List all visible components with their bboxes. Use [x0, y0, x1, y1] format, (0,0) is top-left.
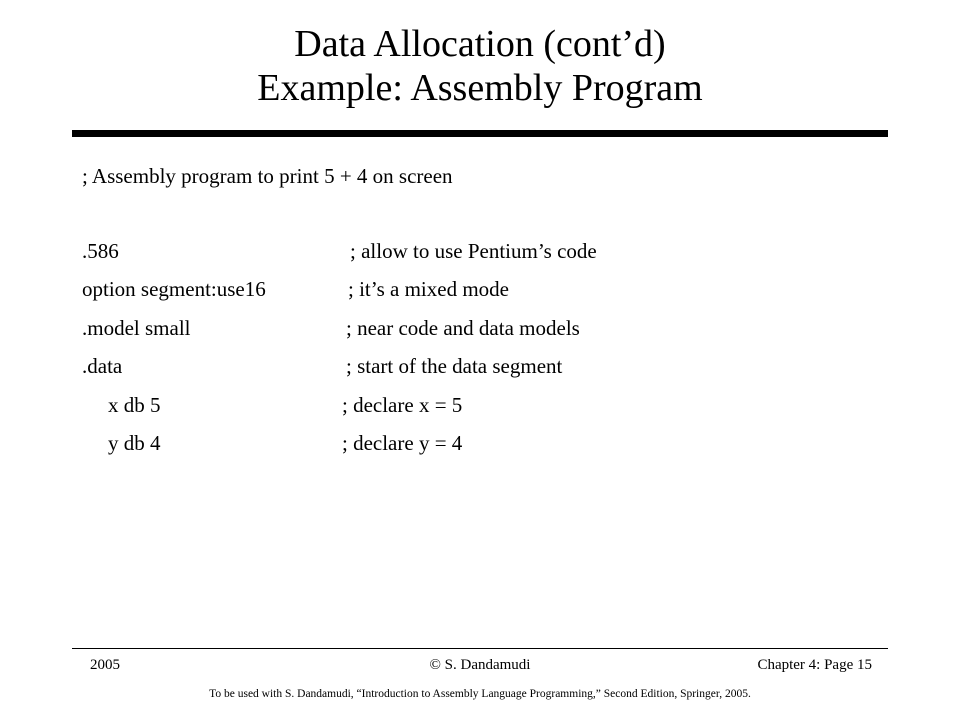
code-line-directive: x db 5 [108, 393, 161, 417]
footer-chapter-page: Chapter 4: Page 15 [757, 657, 872, 673]
code-line-comment: ; start of the data segment [346, 354, 563, 378]
slide-title [0, 22, 960, 110]
code-line-directive: .586 [82, 239, 119, 263]
code-line-directive: y db 4 [108, 431, 161, 455]
title-line-2: Example: Assembly Program [257, 67, 703, 109]
code-line-directive: .data [82, 354, 123, 378]
code-line-comment: ; allow to use Pentium’s code [350, 239, 597, 263]
footer-year: 2005 [90, 657, 120, 673]
code-line-directive: .model small [82, 316, 191, 340]
code-line-comment: ; it’s a mixed mode [348, 277, 509, 301]
code-line-comment: ; near code and data models [346, 316, 580, 340]
code-comment-header: ; Assembly program to print 5 + 4 on screen [82, 164, 453, 188]
code-line-comment: ; declare y = 4 [342, 431, 463, 455]
footer-author: © S. Dandamudi [429, 657, 531, 673]
code-line-directive: option segment:use16 [82, 277, 266, 301]
title-divider [72, 130, 888, 137]
code-line-comment: ; declare x = 5 [342, 393, 463, 417]
footer-divider [72, 648, 888, 649]
footer-citation-note: To be used with S. Dandamudi, “Introduction to Assembly Language Programming,” Second Edition, Springer, 2005. [209, 688, 751, 700]
title-line-1: Data Allocation (cont’d) [294, 23, 666, 65]
